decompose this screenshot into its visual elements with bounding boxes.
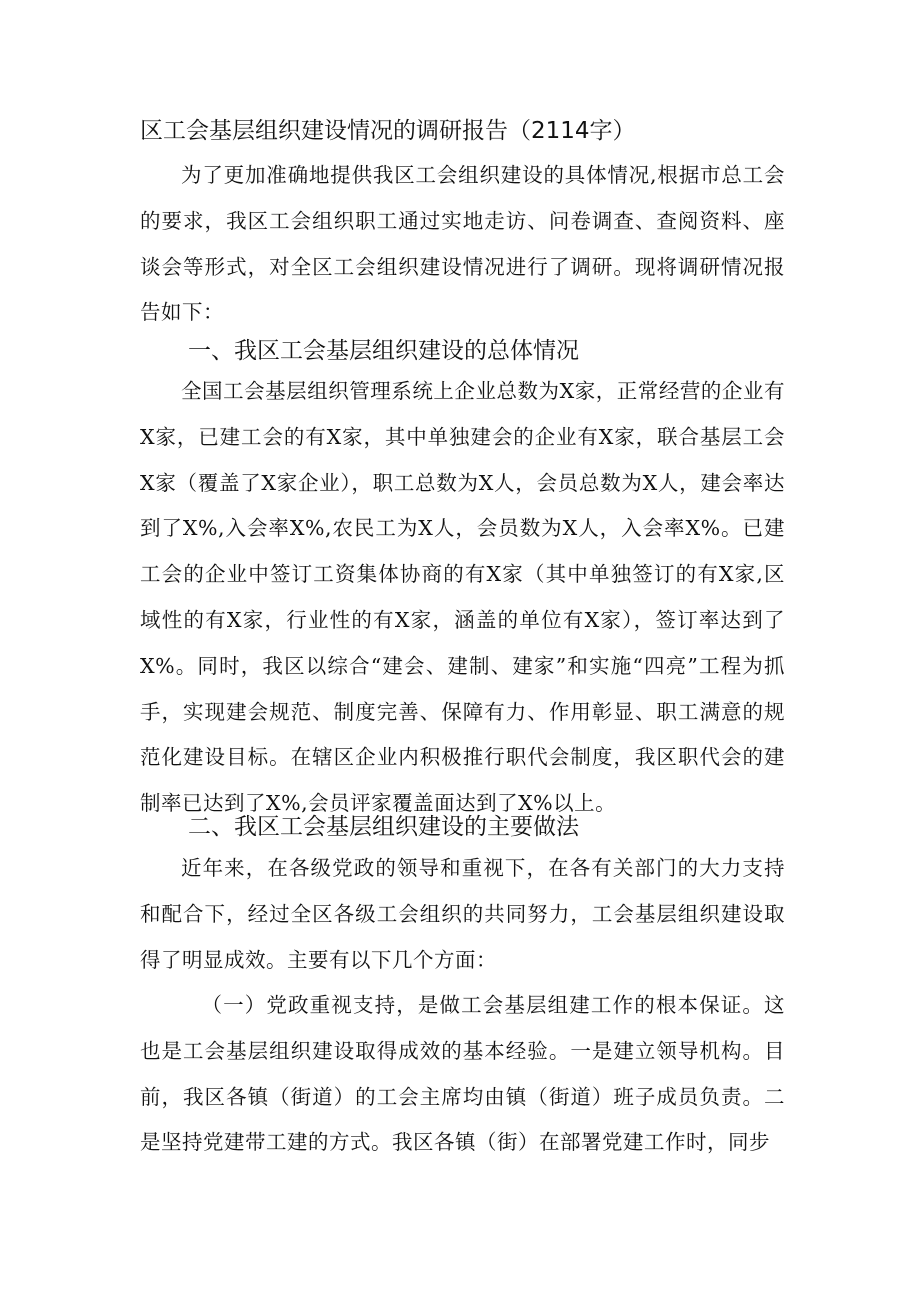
section-2-paragraph-2: （一）党政重视支持，是做工会基层组建工作的根本保证。这也是工会基层组织建设取得成效的基本经验。一是建立领导机构。目前，我区各镇（街道）的工会主席均由镇（街道）班子成员负责。二是坚持党建带工建的方式。我区各镇（街）在部署党建工作时，同步 bbox=[140, 993, 785, 1155]
section-1-paragraph: 全国工会基层组织管理系统上企业总数为X家，正常经营的企业有X家，已建工会的有X家，其中单独建会的企业有X家，联合基层工会X家（覆盖了X家企业），职工总数为X人，会员总数为X人，建会率达到了X%,入会率X%,农民工为X人，会员数为X人，入会率X%。已建工会的企业中签订工资集体协商的有X家（其中单独签订的有X家,区域性的有X家，行业性的有X家，涵盖的单位有X家），签订率达到了X%。同时，我区以综合“建会、建制、建家”和实施“四亮”工程为抓手，实现建会规范、制度完善、保障有力、作用彰显、职工满意的规范化建设目标。在辖区企业内积极推行职代会制度，我区职代会的建制率已达到了X%,会员评家覆盖面达到了X%以上。 bbox=[140, 379, 785, 816]
section-2-paragraph-1: 近年来，在各级党政的领导和重视下，在各有关部门的大力支持和配合下，经过全区各级工会组织的共同努力，工会基层组织建设取得了明显成效。主要有以下几个方面： bbox=[140, 856, 785, 972]
section-1-heading: 一、我区工会基层组织建设的总体情况 bbox=[188, 338, 579, 364]
document-title: 区工会基层组织建设情况的调研报告（2114字） bbox=[140, 118, 636, 144]
intro-paragraph: 为了更加准确地提供我区工会组织建设的具体情况,根据市总工会的要求，我区工会组织职工通过实地走访、问卷调查、查阅资料、座谈会等形式，对全区工会组织建设情况进行了调研。现将调研情况报告如下： bbox=[140, 163, 785, 325]
section-2-heading: 二、我区工会基层组织建设的主要做法 bbox=[188, 814, 579, 840]
